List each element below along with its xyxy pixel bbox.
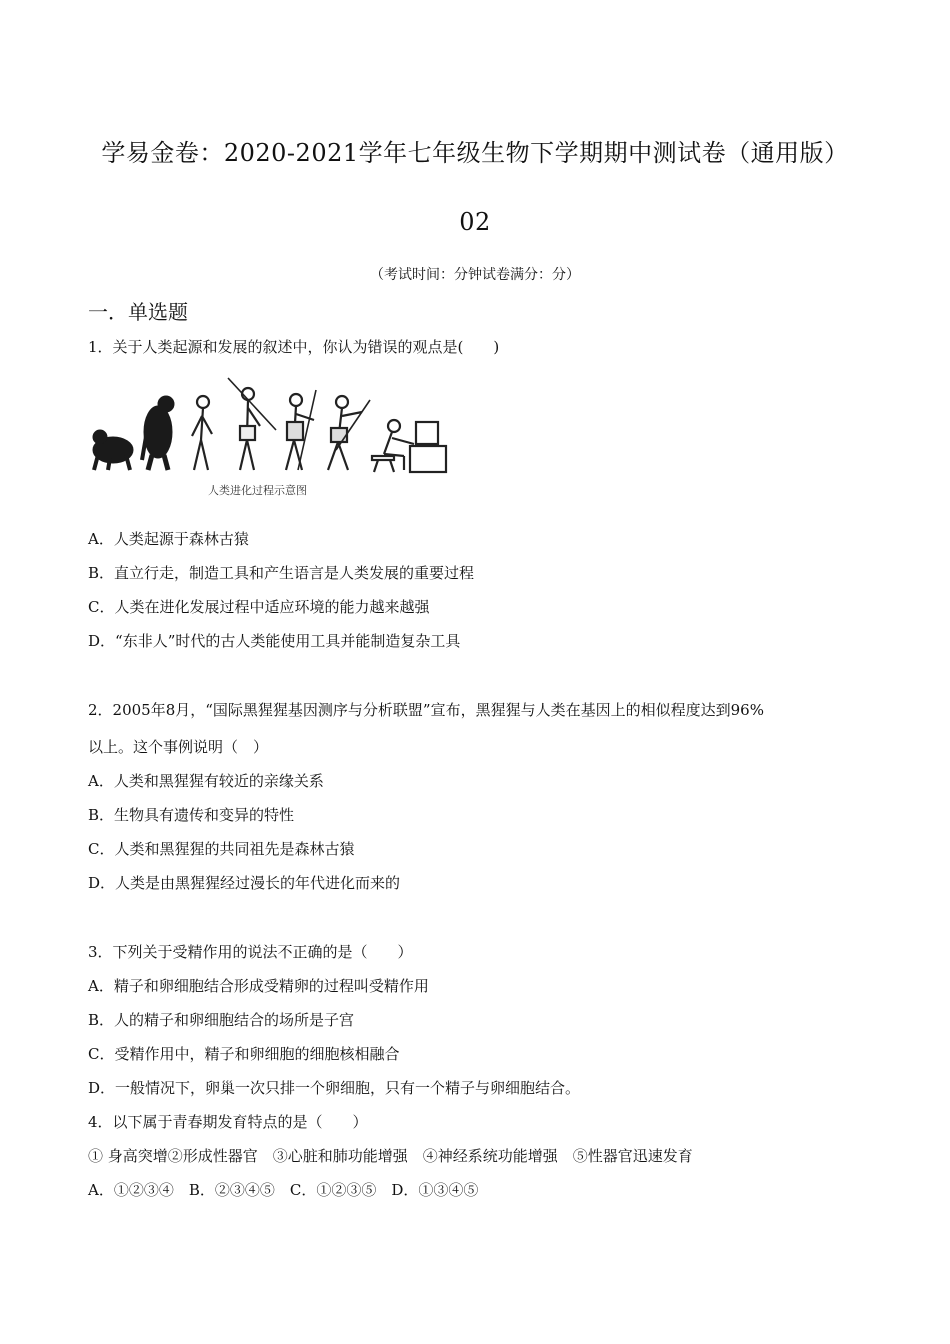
question-1-option-c[interactable]: C．人类在进化发展过程中适应环境的能力越来越强 bbox=[88, 598, 430, 616]
question-2-option-a[interactable]: A．人类和黑猩猩有较近的亲缘关系 bbox=[88, 772, 324, 790]
question-2-stem-line2: 以上。这个事例说明（ ） bbox=[88, 738, 269, 756]
ape-silhouette-1 bbox=[93, 430, 133, 470]
question-2-option-b[interactable]: B．生物具有遗传和变异的特性 bbox=[88, 806, 295, 824]
question-4-items: ① 身高突增②形成性器官 ③心脏和肺功能增强 ④神经系统功能增强 ⑤性器官迅速发育 bbox=[88, 1147, 693, 1165]
exam-title: 学易金卷：2020-2021学年七年级生物下学期期中测试卷（通用版） bbox=[101, 139, 849, 167]
question-4-options[interactable]: A．①②③④ B．②③④⑤ C．①②③⑤ D．①③④⑤ bbox=[88, 1181, 479, 1199]
question-3-option-a[interactable]: A．精子和卵细胞结合形成受精卵的过程叫受精作用 bbox=[88, 977, 429, 995]
modern-human-at-computer bbox=[372, 420, 446, 472]
question-1-stem: 1．关于人类起源和发展的叙述中，你认为错误的观点是( ) bbox=[88, 338, 500, 356]
question-3-stem: 3．下列关于受精作用的说法不正确的是（ ） bbox=[88, 943, 413, 961]
hominid-figure-6 bbox=[328, 396, 370, 470]
question-4-stem: 4．以下属于青春期发育特点的是（ ） bbox=[88, 1113, 368, 1131]
figure-caption: 人类进化过程示意图 bbox=[208, 485, 307, 497]
question-2-option-c[interactable]: C．人类和黑猩猩的共同祖先是森林古猿 bbox=[88, 840, 355, 858]
exam-number: 02 bbox=[459, 208, 491, 236]
human-evolution-figure bbox=[88, 370, 448, 500]
question-2-option-d[interactable]: D．人类是由黑猩猩经过漫长的年代进化而来的 bbox=[88, 874, 401, 892]
question-2-stem-line1: 2．2005年8月，“国际黑猩猩基因测序与分析联盟”宣布，黑猩猩与人类在基因上的相似程度达到96% bbox=[88, 701, 764, 719]
question-1-option-a[interactable]: A．人类起源于森林古猿 bbox=[88, 530, 249, 548]
question-1-option-b[interactable]: B．直立行走，制造工具和产生语言是人类发展的重要过程 bbox=[88, 564, 475, 582]
section-title: 一．单选题 bbox=[88, 300, 188, 324]
hominid-figure-4 bbox=[228, 378, 276, 470]
hominid-figure-5 bbox=[286, 390, 316, 470]
exam-info: （考试时间：分钟试卷满分：分） bbox=[370, 267, 580, 283]
hominid-figure-3 bbox=[192, 396, 212, 470]
question-3-option-b[interactable]: B．人的精子和卵细胞结合的场所是子宫 bbox=[88, 1011, 355, 1029]
question-1-option-d[interactable]: D．“东非人”时代的古人类能使用工具并能制造复杂工具 bbox=[88, 632, 461, 650]
ape-silhouette-2 bbox=[142, 396, 174, 470]
question-3-option-d[interactable]: D．一般情况下，卵巢一次只排一个卵细胞，只有一个精子与卵细胞结合。 bbox=[88, 1079, 581, 1097]
question-3-option-c[interactable]: C．受精作用中，精子和卵细胞的细胞核相融合 bbox=[88, 1045, 400, 1063]
